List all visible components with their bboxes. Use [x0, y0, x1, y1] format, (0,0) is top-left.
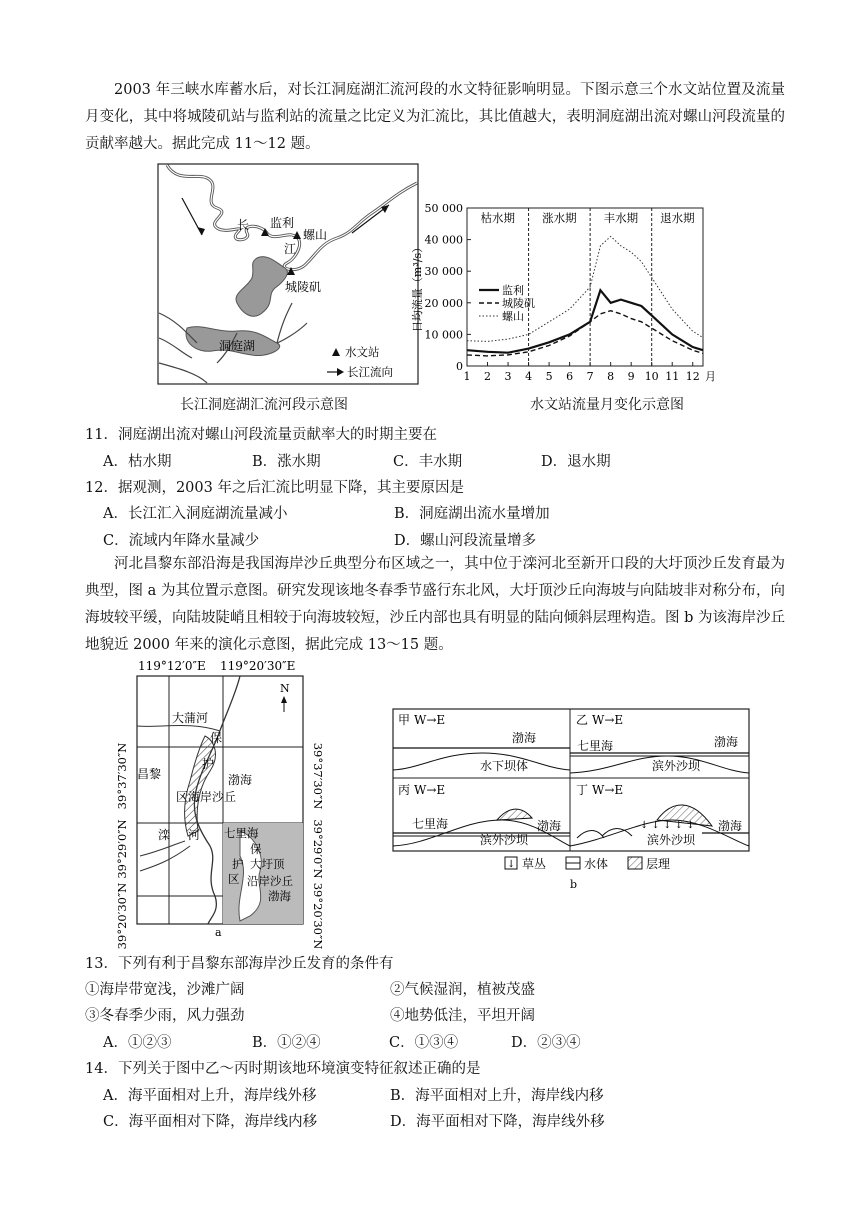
q13-option-c[interactable]: C．①③④	[389, 1035, 459, 1051]
fig1-right-caption: 水文站流量月变化示意图	[530, 397, 684, 413]
x-tick-label: 6	[566, 370, 574, 383]
q12-option-b[interactable]: B．洞庭湖出流水量增加	[394, 506, 550, 522]
changjiang-map	[157, 163, 419, 385]
yanan-label: 沿岸沙丘	[247, 874, 293, 888]
period-label: 涨水期	[542, 211, 577, 225]
q11-stem: 11．洞庭湖出流对螺山河段流量贡献率大的时期主要在	[85, 427, 437, 443]
panel-bing-qilihai: 七里海	[412, 817, 449, 831]
panel-ding-bohai: 渤海	[718, 819, 743, 833]
dune-evolution	[392, 708, 752, 894]
x-tick-label: 5	[545, 370, 553, 383]
lat1-left: 39°37′30″N	[115, 742, 129, 810]
legend-layer-icon	[628, 857, 642, 869]
luan-label: 滦	[158, 828, 171, 842]
north-label: N	[280, 682, 290, 695]
legend-layer-label: 层理	[646, 857, 671, 871]
panel-ding-binwai: 滨外沙坝	[647, 833, 696, 847]
baohu2b-label: 护	[232, 857, 244, 871]
dawei-label: 大圩顶	[250, 857, 285, 871]
he-label: 河	[188, 828, 201, 842]
q13-stem: 13．下列有利于昌黎东部海岸沙丘发育的条件有	[85, 956, 394, 972]
lat3-left: 39°20′30″N	[115, 882, 129, 950]
lat2-right: 39°29′0″N	[311, 819, 325, 879]
q13-item-2: ②气候湿润，植被茂盛	[390, 982, 535, 998]
x-tick-label: 3	[504, 370, 512, 383]
x-tick-label: 7	[586, 370, 594, 383]
intro-paragraph-2: 河北昌黎东部沿海是我国海岸沙丘典型分布区域之一，其中位于滦河北至新开口段的大圩顶沙丘发育最为典型，图 a 为其位置示意图。研究发现该地冬春季节盛行东北风，大圩顶沙丘向海坡与向陆坡非对称分布，向海坡较平缓，向陆坡陡峭且相较于向海坡较短，沙丘内部也具有明显的陆向倾斜层理构造。图 b 为该海岸沙丘地貌近 2000 年来的演化示意图，据此完成 13～15 题。	[85, 556, 785, 653]
intro-paragraph-1: 2003 年三峡水库蓄水后，对长江洞庭湖汇流河段的水文特征影响明显。下图示意三个水文站位置及流量月变化，其中将城陵矶站与监利站的流量之比定义为汇流比，其比值越大，表明洞庭湖出流对螺山河段流量的贡献率越大。据此完成 11～12 题。	[85, 82, 785, 152]
q13-option-d[interactable]: D．②③④	[511, 1035, 581, 1051]
panel-bing-bohai: 渤海	[537, 819, 562, 833]
changli-map	[100, 656, 325, 950]
legend-label-3: 螺山	[502, 310, 524, 323]
baohu2-label: 护	[202, 757, 215, 771]
lat3-right: 39°20′30″N	[311, 882, 325, 950]
period-label: 枯水期	[480, 211, 516, 225]
x-tick-label: 2	[484, 370, 492, 383]
q12-option-a[interactable]: A．长江汇入洞庭湖流量减小	[103, 506, 288, 522]
x-tick-label: 11	[665, 370, 680, 383]
changli-label: 昌黎	[137, 767, 162, 781]
fig1-left-caption: 长江洞庭湖汇流河段示意图	[180, 397, 348, 413]
legend-flow-label: 长江流向	[347, 365, 393, 379]
legend-water-label: 水体	[584, 857, 609, 871]
y-tick-label: 50 000	[424, 202, 463, 215]
q11-option-a[interactable]: A．枯水期	[103, 454, 172, 470]
period-label: 退水期	[660, 211, 695, 225]
fig2a-caption: a	[215, 926, 222, 939]
period-label: 丰水期	[603, 211, 639, 225]
dapuhe-label: 大蒲河	[172, 711, 209, 725]
panel-yi-dir: W→E	[592, 713, 624, 727]
lon1-label: 119°12′0″E	[138, 659, 206, 673]
map-label-luoshan: 螺山	[303, 228, 328, 242]
panel-bing-dir: W→E	[414, 783, 446, 797]
q13-option-a[interactable]: A．①②③	[103, 1035, 172, 1051]
q13-item-1: ①海岸带宽浅，沙滩广阔	[85, 982, 245, 998]
qu-label: 区	[176, 790, 189, 804]
panel-jia-dir: W→E	[414, 713, 446, 727]
y-tick-label: 40 000	[424, 233, 463, 247]
q11-option-b[interactable]: B．涨水期	[252, 454, 321, 470]
panel-ding-label: 丁	[576, 783, 589, 797]
legend-grass-label: 草丛	[522, 857, 547, 871]
panel-yi-label: 乙	[576, 713, 589, 727]
y-tick-label: 30 000	[424, 265, 463, 279]
bohai-label: 渤海	[228, 773, 253, 787]
legend-label-1: 监利	[502, 284, 524, 297]
haiansha-label: 海岸沙丘	[188, 790, 237, 804]
q12-option-c[interactable]: C．流域内年降水量减少	[103, 533, 260, 549]
q14-option-a[interactable]: A．海平面相对上升，海岸线外移	[103, 1088, 317, 1104]
q11-option-d[interactable]: D．退水期	[541, 454, 611, 470]
map-label-chenglingji: 城陵矶	[285, 280, 322, 294]
flow-chart	[405, 198, 715, 390]
panel-bing-label: 丙	[398, 783, 411, 797]
x-tick-label: 4	[525, 370, 533, 383]
x-unit-label: 月	[705, 370, 716, 383]
q13-option-b[interactable]: B．①②④	[252, 1035, 321, 1051]
q12-stem: 12．据观测，2003 年之后汇流比明显下降，其主要原因是	[85, 480, 464, 496]
bohai2-label: 渤海	[268, 889, 291, 903]
panel-ding-grass: ↓ ↓ ↓ ↓ ↓	[640, 820, 695, 831]
x-tick-label: 12	[685, 370, 700, 383]
x-tick-label: 1	[463, 370, 471, 383]
qu2-label: 区	[228, 872, 240, 886]
map-label-jiang: 江	[284, 242, 297, 256]
qilihai-label: 七里海	[224, 826, 259, 840]
panel-jia-shuixia: 水下坝体	[480, 759, 529, 773]
x-tick-label: 10	[644, 370, 659, 383]
panel-yi-binwai: 滨外沙坝	[652, 759, 701, 773]
lat1-right: 39°37′30″N	[311, 742, 325, 810]
baohu1-label: 保	[210, 731, 223, 745]
map-label-dongtinghu: 洞庭湖	[219, 339, 256, 353]
fig2b-caption: b	[570, 878, 578, 891]
panel-jia-label: 甲	[398, 713, 411, 727]
lat2-left: 39°29′0″N	[115, 819, 129, 879]
baohu1b-label: 保	[250, 842, 262, 856]
panel-ding-dir: W→E	[592, 783, 624, 797]
y-axis-label: 日均流量（m³/s）	[411, 241, 424, 333]
x-tick-label: 9	[627, 370, 635, 383]
q14-option-d[interactable]: D．海平面相对下降，海岸线外移	[390, 1114, 605, 1130]
q11-option-c[interactable]: C．丰水期	[393, 454, 463, 470]
panel-yi-qilihai: 七里海	[577, 739, 614, 753]
svg-text:↓: ↓	[507, 859, 516, 870]
q13-item-4: ④地势低洼，平坦开阔	[390, 1008, 535, 1024]
panel-yi-bohai: 渤海	[714, 735, 739, 749]
q14-option-b[interactable]: B．海平面相对上升，海岸线内移	[390, 1088, 604, 1104]
y-tick-label: 10 000	[424, 328, 463, 342]
panel-bing-binwai: 滨外沙坝	[480, 833, 529, 847]
map-label-jianli: 监利	[270, 216, 295, 230]
q14-stem: 14．下列关于图中乙～丙时期该地环境演变特征叙述正确的是	[85, 1061, 481, 1077]
legend-label-2: 城陵矶	[502, 297, 535, 310]
panel-jia-bohai: 渤海	[512, 731, 537, 745]
y-tick-label: 20 000	[424, 296, 463, 310]
legend-station-label: 水文站	[345, 345, 380, 359]
y-tick-label: 0	[456, 360, 463, 373]
q13-item-3: ③冬春季少雨，风力强劲	[85, 1008, 245, 1024]
q14-option-c[interactable]: C．海平面相对下降，海岸线内移	[103, 1114, 318, 1130]
q12-option-d[interactable]: D．螺山河段流量增多	[394, 533, 537, 549]
x-tick-label: 8	[607, 370, 615, 383]
lon2-label: 119°20′30″E	[220, 659, 296, 673]
map-label-chang: 长	[237, 218, 250, 232]
